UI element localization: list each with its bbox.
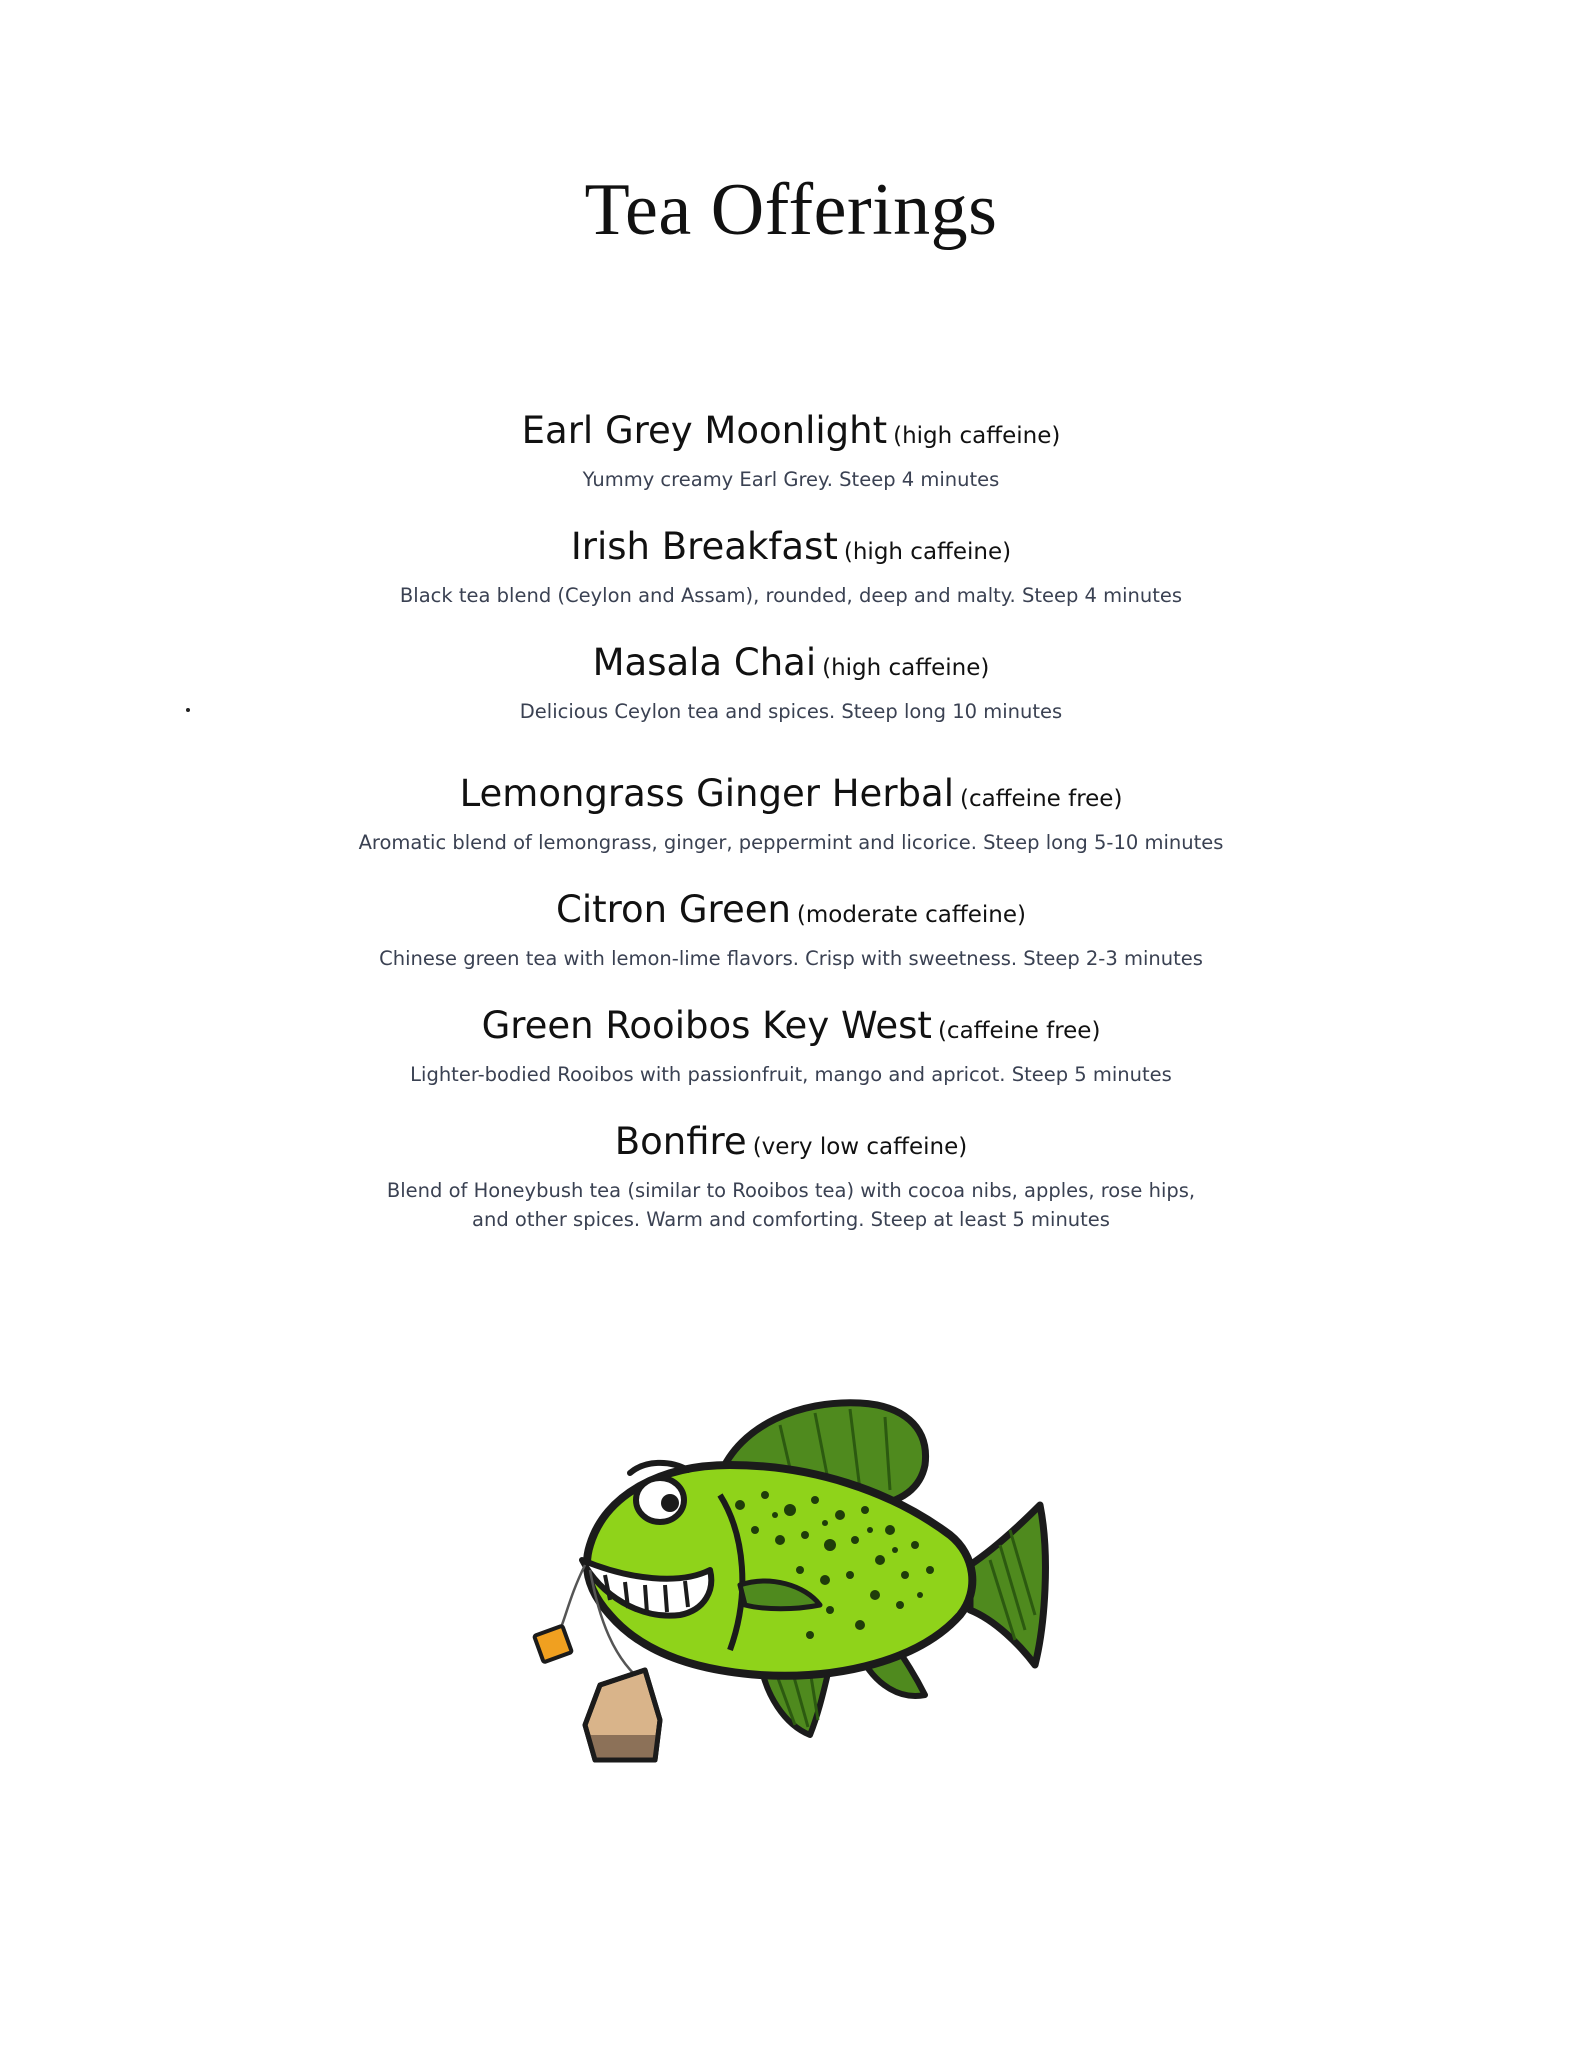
tea-caffeine: (caffeine free) [959, 786, 1123, 812]
tea-name: Citron Green [556, 888, 791, 931]
tea-name: Masala Chai [592, 641, 817, 684]
tea-caffeine: (moderate caffeine) [796, 902, 1026, 928]
tea-name: Bonfire [614, 1120, 747, 1163]
tea-tag [534, 1626, 572, 1663]
tea-heading [0, 1000, 1582, 1060]
tea-description: Aromatic blend of lemongrass, ginger, peppermint and licorice. Steep long 5-10 minutes [358, 831, 1224, 854]
tea-heading [0, 884, 1582, 944]
tea-item-bonfire [0, 1116, 1582, 1234]
fish-with-teabag-icon [530, 1395, 1050, 1775]
tea-caffeine: (high caffeine) [822, 655, 990, 681]
tea-heading [0, 521, 1582, 581]
tea-item-lemongrass-ginger-herbal [0, 768, 1582, 857]
tea-heading [0, 405, 1582, 465]
page-title: Tea Offerings [584, 169, 998, 251]
tea-item-masala-chai [0, 637, 1582, 726]
tea-caffeine: (caffeine free) [937, 1018, 1101, 1044]
tea-item-citron-green [0, 884, 1582, 973]
tea-description: Yummy creamy Earl Grey. Steep 4 minutes [582, 468, 1000, 491]
tea-item-earl-grey-moonlight [0, 405, 1582, 494]
tea-heading [0, 1116, 1582, 1176]
tea-name: Irish Breakfast [570, 525, 838, 568]
tea-item-green-rooibos-key-west [0, 1000, 1582, 1089]
tea-description: Chinese green tea with lemon-lime flavors. Crisp with sweetness. Steep 2-3 minutes [379, 947, 1203, 970]
tea-caffeine: (high caffeine) [893, 423, 1061, 449]
tea-heading [0, 637, 1582, 697]
tea-caffeine: (very low caffeine) [752, 1134, 968, 1160]
tea-name: Earl Grey Moonlight [521, 409, 888, 452]
tea-description: Blend of Honeybush tea (similar to Rooibos tea) with cocoa nibs, apples, rose hips, and other spices. Warm and comforting. Steep at least 5 minutes [386, 1179, 1196, 1231]
tea-heading [0, 768, 1582, 828]
tea-item-irish-breakfast [0, 521, 1582, 610]
tea-menu [0, 405, 1582, 1261]
fish-tail [970, 1505, 1045, 1665]
tea-description: Delicious Ceylon tea and spices. Steep long 10 minutes [519, 700, 1063, 723]
tea-name: Lemongrass Ginger Herbal [459, 772, 954, 815]
tea-name: Green Rooibos Key West [481, 1004, 932, 1047]
tea-description: Black tea blend (Ceylon and Assam), rounded, deep and malty. Steep 4 minutes [399, 584, 1183, 607]
tea-caffeine: (high caffeine) [843, 539, 1012, 565]
tea-description: Lighter-bodied Rooibos with passionfruit, mango and apricot. Steep 5 minutes [410, 1063, 1172, 1086]
